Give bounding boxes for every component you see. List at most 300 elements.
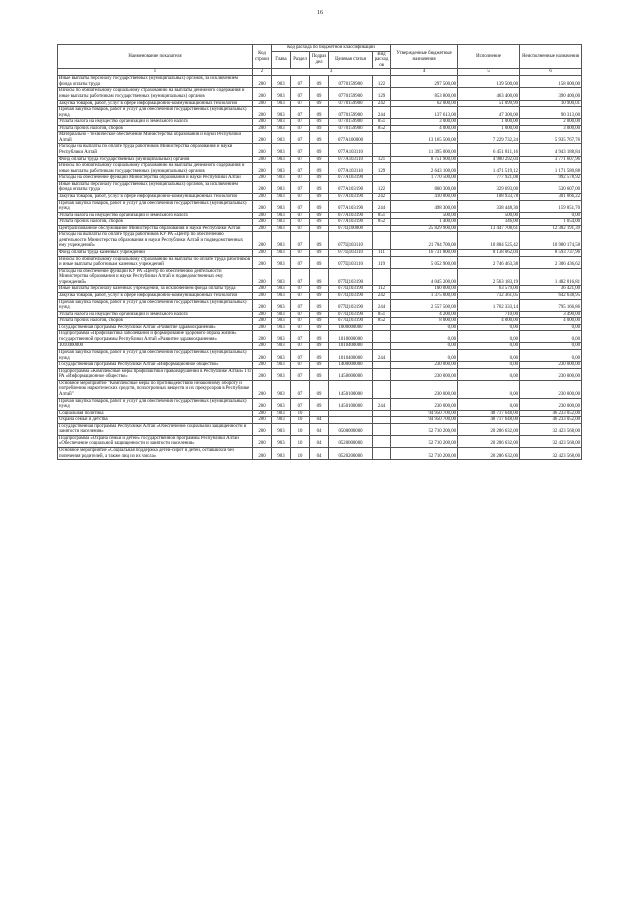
cell-razdel: 07 bbox=[291, 256, 310, 268]
cell-target-article: 0770159900 bbox=[329, 100, 373, 107]
header-executed: Исполнение bbox=[458, 45, 520, 69]
cell-name: Централизованное обслуживание Министерства образования и науки Республики Алтай bbox=[58, 225, 253, 232]
cell-name: Прочая закупка товаров, работ и услуг для обеспечения государственных (муниципальных) нужд bbox=[58, 299, 253, 311]
cell-podrazdel: 09 bbox=[310, 76, 329, 88]
cell-target-article: 077А103110 bbox=[329, 163, 373, 175]
header-name: Наименование показателя bbox=[58, 45, 253, 69]
cell-line-code: 200 bbox=[253, 212, 272, 219]
cell-expense-type: 851 bbox=[373, 119, 391, 126]
cell-executed: 63 579,00 bbox=[458, 286, 520, 293]
cell-executed: 710,00 bbox=[458, 311, 520, 318]
cell-line-code: 200 bbox=[253, 250, 272, 257]
cell-unexecuted: 46 233 052,00 bbox=[520, 410, 582, 417]
cell-target-article: 1450100000 bbox=[329, 380, 373, 398]
cell-unexecuted: 3 771 607,96 bbox=[520, 156, 582, 163]
cell-glava: 903 bbox=[272, 193, 291, 200]
cell-razdel: 07 bbox=[291, 107, 310, 119]
cell-line-code: 200 bbox=[253, 448, 272, 460]
cell-target-article: 077Ц103190 bbox=[329, 286, 373, 293]
cell-unexecuted: 0,00 bbox=[520, 331, 582, 343]
cell-target-article: 077А103110 bbox=[329, 144, 373, 156]
cell-name: Взносы по обязательному социальному страхованию на выплаты по оплате труда работников и иные выплаты работникам казенных учреждений bbox=[58, 256, 253, 268]
cell-expense-type bbox=[373, 132, 391, 144]
cell-expense-type: 122 bbox=[373, 76, 391, 88]
cell-unexecuted: 230 000,00 bbox=[520, 398, 582, 410]
cell-podrazdel: 04 bbox=[310, 435, 329, 447]
cell-expense-type: 242 bbox=[373, 100, 391, 107]
cell-expense-type: 851 bbox=[373, 311, 391, 318]
cell-podrazdel: 09 bbox=[310, 232, 329, 250]
cell-podrazdel: 09 bbox=[310, 144, 329, 156]
header-podrazdel: Подраздел bbox=[310, 51, 329, 69]
cell-executed: 1 471 519,12 bbox=[458, 163, 520, 175]
cell-unexecuted: 10 900,01 bbox=[520, 100, 582, 107]
cell-glava: 903 bbox=[272, 250, 291, 257]
cell-unexecuted: 2 000,00 bbox=[520, 119, 582, 126]
cell-line-code: 200 bbox=[253, 286, 272, 293]
cell-expense-type: 242 bbox=[373, 193, 391, 200]
budget-table bbox=[57, 44, 582, 460]
cell-approved: 3 000,00 bbox=[391, 119, 458, 126]
cell-expense-type: 852 bbox=[373, 318, 391, 325]
cell-line-code: 200 bbox=[253, 311, 272, 318]
cell-target-article: 077Ц103190 bbox=[329, 268, 373, 286]
page-number: 16 bbox=[317, 10, 323, 16]
cell-line-code: 200 bbox=[253, 398, 272, 410]
table-row bbox=[58, 435, 582, 447]
cell-razdel: 07 bbox=[291, 331, 310, 343]
cell-razdel: 07 bbox=[291, 292, 310, 299]
cell-glava: 903 bbox=[272, 107, 291, 119]
cell-target-article: 077А103190 bbox=[329, 175, 373, 182]
cell-unexecuted: 159 851,70 bbox=[520, 200, 582, 212]
cell-glava: 903 bbox=[272, 212, 291, 219]
cell-podrazdel: 09 bbox=[310, 299, 329, 311]
cell-executed: 0,00 bbox=[458, 343, 520, 350]
cell-approved: 4 045 200,00 bbox=[391, 268, 458, 286]
cell-unexecuted: 32 423 568,00 bbox=[520, 423, 582, 435]
cell-line-code: 200 bbox=[253, 324, 272, 331]
cell-executed: 0,00 bbox=[458, 324, 520, 331]
cell-razdel: 07 bbox=[291, 212, 310, 219]
cell-line-code: 200 bbox=[253, 423, 272, 435]
cell-expense-type bbox=[373, 448, 391, 460]
cell-razdel: 07 bbox=[291, 318, 310, 325]
cell-podrazdel: 04 bbox=[310, 423, 329, 435]
cell-target-article: 077А103190 bbox=[329, 212, 373, 219]
cell-unexecuted: 12 382 191,39 bbox=[520, 225, 582, 232]
cell-approved: 230 000,00 bbox=[391, 368, 458, 380]
cell-target-article: 077Ц103110 bbox=[329, 250, 373, 257]
cell-approved: 2 557 500,00 bbox=[391, 299, 458, 311]
cell-expense-type: 244 bbox=[373, 107, 391, 119]
cell-name: Закупка товаров, работ, услуг в сфере информационно-коммуникационных технологий bbox=[58, 292, 253, 299]
cell-line-code: 200 bbox=[253, 200, 272, 212]
table-row bbox=[58, 200, 582, 212]
cell-unexecuted: 795 166,86 bbox=[520, 299, 582, 311]
cell-unexecuted: 8 593 737,96 bbox=[520, 250, 582, 257]
cell-expense-type bbox=[373, 268, 391, 286]
cell-name: 1010400000 bbox=[58, 343, 253, 350]
cell-approved: 297 500,00 bbox=[391, 76, 458, 88]
cell-target-article: 077А103110 bbox=[329, 156, 373, 163]
cell-name: Расходы на обеспечение функций Министерства образования и науки Республики Алтай bbox=[58, 175, 253, 182]
cell-unexecuted: 3 000,00 bbox=[520, 125, 582, 132]
cell-expense-type bbox=[373, 380, 391, 398]
cell-podrazdel: 09 bbox=[310, 156, 329, 163]
cell-podrazdel: 09 bbox=[310, 311, 329, 318]
cell-podrazdel: 09 bbox=[310, 212, 329, 219]
cell-razdel: 07 bbox=[291, 350, 310, 362]
cell-glava: 903 bbox=[272, 163, 291, 175]
cell-razdel: 07 bbox=[291, 225, 310, 232]
cell-approved: 500,00 bbox=[391, 212, 458, 219]
cell-razdel: 07 bbox=[291, 144, 310, 156]
cell-name: Основное мероприятие "Комплексные меры по противодействию незаконному обороту и потреблению наркотических средств, психотропных веществ и их прекурсоров в Республике Алтай" bbox=[58, 380, 253, 398]
cell-line-code: 200 bbox=[253, 119, 272, 126]
cell-executed: 48 717 648,00 bbox=[458, 410, 520, 417]
cell-executed: 0,00 bbox=[458, 380, 520, 398]
cell-line-code: 200 bbox=[253, 362, 272, 369]
cell-name: Уплата прочих налогов, сборов bbox=[58, 318, 253, 325]
table-row bbox=[58, 119, 582, 126]
cell-expense-type bbox=[373, 331, 391, 343]
cell-approved: 8 751 900,00 bbox=[391, 156, 458, 163]
cell-podrazdel: 09 bbox=[310, 368, 329, 380]
cell-executed: 1 762 333,14 bbox=[458, 299, 520, 311]
cell-executed: 0,00 bbox=[458, 331, 520, 343]
cell-glava: 903 bbox=[272, 200, 291, 212]
cell-line-code: 200 bbox=[253, 299, 272, 311]
cell-approved: 498 300,00 bbox=[391, 200, 458, 212]
cell-approved: 4 200,00 bbox=[391, 311, 458, 318]
cell-podrazdel: 09 bbox=[310, 331, 329, 343]
cell-target-article: 1010400000 bbox=[329, 343, 373, 350]
cell-target-article: 0520000000 bbox=[329, 435, 373, 447]
cell-name: Закупка товаров, работ, услуг в сфере информационно-коммуникационных технологий bbox=[58, 193, 253, 200]
cell-line-code: 200 bbox=[253, 76, 272, 88]
table-row bbox=[58, 107, 582, 119]
table-row bbox=[58, 256, 582, 268]
cell-line-code: 200 bbox=[253, 193, 272, 200]
cell-name: Иные выплаты персоналу государственных (муниципальных) органов, за исключением фонда оплаты труда bbox=[58, 181, 253, 193]
cell-podrazdel: 09 bbox=[310, 286, 329, 293]
cell-name: Расходы на обеспечение функций КУ РА «Центр по обеспечению деятельности Министерства образования и науки Республики Алтай и подведомственных ему учреждений» bbox=[58, 268, 253, 286]
cell-name: Взносы по обязательному социальному страхованию на выплаты денежного содержания и иные выплаты работникам государственных (муниципальных) органов bbox=[58, 88, 253, 100]
cell-approved: 0,00 bbox=[391, 343, 458, 350]
cell-line-code: 200 bbox=[253, 156, 272, 163]
cell-unexecuted: 90 313,00 bbox=[520, 107, 582, 119]
cell-glava: 903 bbox=[272, 181, 291, 193]
cell-target-article: 1010000000 bbox=[329, 331, 373, 343]
cell-glava: 903 bbox=[272, 132, 291, 144]
cell-line-code: 200 bbox=[253, 256, 272, 268]
cell-target-article: 0770159900 bbox=[329, 107, 373, 119]
cell-name: Уплата прочих налогов, сборов bbox=[58, 125, 253, 132]
cell-approved: 853 800,00 bbox=[391, 88, 458, 100]
cell-expense-type: 121 bbox=[373, 156, 391, 163]
cell-razdel: 07 bbox=[291, 200, 310, 212]
table-row bbox=[58, 156, 582, 163]
cell-razdel: 10 bbox=[291, 423, 310, 435]
cell-podrazdel: 09 bbox=[310, 100, 329, 107]
table-row bbox=[58, 144, 582, 156]
cell-approved: 0,00 bbox=[391, 350, 458, 362]
cell-podrazdel: 09 bbox=[310, 225, 329, 232]
cell-glava: 903 bbox=[272, 125, 291, 132]
cell-line-code: 200 bbox=[253, 125, 272, 132]
cell-approved: 16 731 800,00 bbox=[391, 250, 458, 257]
cell-target-article: 1450100000 bbox=[329, 398, 373, 410]
cell-line-code: 200 bbox=[253, 380, 272, 398]
cell-podrazdel: 09 bbox=[310, 343, 329, 350]
cell-razdel: 07 bbox=[291, 132, 310, 144]
cell-glava: 903 bbox=[272, 175, 291, 182]
cell-razdel: 07 bbox=[291, 311, 310, 318]
table-row bbox=[58, 175, 582, 182]
cell-podrazdel: 09 bbox=[310, 318, 329, 325]
table-row bbox=[58, 76, 582, 88]
cell-approved: 100 000,00 bbox=[391, 286, 458, 293]
cell-approved: 52 710 200,00 bbox=[391, 435, 458, 447]
cell-name: Основное мероприятие «Социальная поддержка детей-сирот и детей, оставшихся без попечения родителей, а также лиц из их числа» bbox=[58, 448, 253, 460]
header-glava: Глава bbox=[272, 51, 291, 69]
cell-executed: 1 000,00 bbox=[458, 125, 520, 132]
cell-expense-type bbox=[373, 232, 391, 250]
cell-approved: 11 395 000,00 bbox=[391, 144, 458, 156]
cell-name: Государственная программа Республики Алтай «Обеспечение социальной защищенности и занятости населения» bbox=[58, 423, 253, 435]
cell-executed: 2 563 183,19 bbox=[458, 268, 520, 286]
header-classification: Код расхода по бюджетной классификации bbox=[272, 45, 391, 52]
cell-glava: 903 bbox=[272, 368, 291, 380]
cell-executed: 6 451 811,16 bbox=[458, 144, 520, 156]
cell-executed: 346,00 bbox=[458, 219, 520, 226]
cell-razdel: 07 bbox=[291, 380, 310, 398]
header-unexecuted: Неисполненные назначения bbox=[520, 45, 582, 69]
cell-approved: 25 829 900,00 bbox=[391, 225, 458, 232]
cell-name: Прочая закупка товаров, работ и услуг для обеспечения государственных (муниципальных) нужд bbox=[58, 200, 253, 212]
cell-unexecuted: 230 000,00 bbox=[520, 368, 582, 380]
cell-executed: 500,00 bbox=[458, 212, 520, 219]
table-row bbox=[58, 88, 582, 100]
table-row bbox=[58, 380, 582, 398]
cell-unexecuted: 3 490,00 bbox=[520, 311, 582, 318]
col-number-2: 2 bbox=[253, 69, 272, 76]
cell-glava: 903 bbox=[272, 225, 291, 232]
cell-target-article: 1000000000 bbox=[329, 324, 373, 331]
col-number-4: 4 bbox=[391, 69, 458, 76]
cell-razdel: 07 bbox=[291, 299, 310, 311]
cell-razdel: 07 bbox=[291, 268, 310, 286]
cell-expense-type: 244 bbox=[373, 350, 391, 362]
cell-expense-type: 112 bbox=[373, 286, 391, 293]
cell-approved: 62 000,00 bbox=[391, 100, 458, 107]
cell-glava: 903 bbox=[272, 324, 291, 331]
table-row bbox=[58, 350, 582, 362]
cell-glava: 903 bbox=[272, 398, 291, 410]
cell-expense-type: 111 bbox=[373, 250, 391, 257]
cell-line-code: 200 bbox=[253, 181, 272, 193]
cell-razdel: 07 bbox=[291, 88, 310, 100]
cell-expense-type bbox=[373, 435, 391, 447]
cell-approved: 2 643 100,00 bbox=[391, 163, 458, 175]
header-vid: Вид расходов bbox=[373, 51, 391, 69]
cell-expense-type: 244 bbox=[373, 398, 391, 410]
cell-target-article: 077А103190 bbox=[329, 200, 373, 212]
cell-approved: 52 710 200,00 bbox=[391, 448, 458, 460]
cell-glava: 903 bbox=[272, 144, 291, 156]
col-number-6: 6 bbox=[520, 69, 582, 76]
cell-target-article: 1450000000 bbox=[329, 368, 373, 380]
cell-line-code: 200 bbox=[253, 144, 272, 156]
cell-line-code: 200 bbox=[253, 175, 272, 182]
cell-line-code: 200 bbox=[253, 435, 272, 447]
cell-razdel: 07 bbox=[291, 250, 310, 257]
cell-razdel: 10 bbox=[291, 417, 310, 424]
table-body bbox=[58, 76, 582, 460]
cell-approved: 410 000,00 bbox=[391, 193, 458, 200]
cell-target-article: 0770159900 bbox=[329, 76, 373, 88]
cell-unexecuted: 0,00 bbox=[520, 343, 582, 350]
cell-name: Закупка товаров, работ, услуг в сфере информационно-коммуникационных технологий bbox=[58, 100, 253, 107]
cell-name: Государственная программа Республики Алтай «Развитие здравоохранения» bbox=[58, 324, 253, 331]
cell-name: Подпрограмма «Комплексные меры профилактики правонарушений в Республике Алтай» ГП РА «Информационное общество» bbox=[59, 368, 251, 380]
cell-razdel: 10 bbox=[291, 410, 310, 417]
cell-executed: 2 746 463,38 bbox=[458, 256, 520, 268]
cell-line-code: 200 bbox=[253, 132, 272, 144]
cell-podrazdel: 09 bbox=[310, 88, 329, 100]
cell-glava: 903 bbox=[272, 435, 291, 447]
cell-unexecuted: 1 171 580,88 bbox=[520, 163, 582, 175]
cell-approved: 8 000,00 bbox=[391, 318, 458, 325]
cell-unexecuted: 4 000,00 bbox=[520, 318, 582, 325]
cell-approved: 94 950 700,00 bbox=[391, 410, 458, 417]
cell-expense-type: 119 bbox=[373, 256, 391, 268]
cell-name: Прочая закупка товаров, работ и услуг для обеспечения государственных (муниципальных) нужд bbox=[58, 398, 253, 410]
cell-razdel: 07 bbox=[291, 398, 310, 410]
cell-executed: 10 884 525,42 bbox=[458, 232, 520, 250]
cell-expense-type: 244 bbox=[373, 299, 391, 311]
cell-executed: 1 000,00 bbox=[458, 119, 520, 126]
cell-target-article: 077А103190 bbox=[329, 181, 373, 193]
cell-expense-type: 851 bbox=[373, 212, 391, 219]
cell-podrazdel: 09 bbox=[310, 119, 329, 126]
cell-executed: 463 400,00 bbox=[458, 88, 520, 100]
cell-target-article: 077А100000 bbox=[329, 132, 373, 144]
cell-executed: 7 229 732,24 bbox=[458, 132, 520, 144]
cell-glava: 903 bbox=[272, 286, 291, 293]
table-row bbox=[58, 299, 582, 311]
cell-podrazdel: 04 bbox=[310, 448, 329, 460]
cell-approved: 1 400,00 bbox=[391, 219, 458, 226]
cell-name: Расходы на выплаты по оплате труда работников КУ РА «Центр по обеспечению деятельности Министерства образования и науки Республики Алтай и подведомственных ему учреждений» bbox=[58, 232, 253, 250]
cell-podrazdel: 09 bbox=[310, 250, 329, 257]
cell-razdel: 07 bbox=[291, 181, 310, 193]
cell-executed: 777 921,08 bbox=[458, 175, 520, 182]
cell-executed: 4 980 292,04 bbox=[458, 156, 520, 163]
cell-glava: 903 bbox=[272, 299, 291, 311]
cell-name: Взносы по обязательному социальному страхованию на выплаты денежного содержания и иные выплаты работникам государственных (муниципальных) органов bbox=[58, 163, 253, 175]
cell-executed: 13 447 708,61 bbox=[458, 225, 520, 232]
table-row bbox=[58, 448, 582, 460]
cell-razdel: 07 bbox=[291, 193, 310, 200]
cell-target-article: 077Ц103190 bbox=[329, 318, 373, 325]
cell-unexecuted: 32 423 568,00 bbox=[520, 448, 582, 460]
cell-target-article: 077Ц103190 bbox=[329, 299, 373, 311]
cell-approved: 1 375 000,00 bbox=[391, 292, 458, 299]
cell-approved: 4 000,00 bbox=[391, 125, 458, 132]
cell-podrazdel: 04 bbox=[310, 417, 329, 424]
cell-razdel: 07 bbox=[291, 76, 310, 88]
cell-unexecuted: 230 000,00 bbox=[520, 380, 582, 398]
cell-razdel: 07 bbox=[291, 368, 310, 380]
cell-line-code: 200 bbox=[253, 225, 272, 232]
cell-approved: 5 052 900,00 bbox=[391, 256, 458, 268]
cell-approved: 230 000,00 bbox=[391, 380, 458, 398]
cell-line-code: 200 bbox=[253, 268, 272, 286]
cell-unexecuted: 10 900 174,58 bbox=[520, 232, 582, 250]
table-header bbox=[58, 45, 582, 76]
cell-razdel: 07 bbox=[291, 119, 310, 126]
cell-name: Иные выплаты персоналу государственных (муниципальных) органов, за исключением фонда оплаты труда bbox=[58, 76, 253, 88]
cell-expense-type: 244 bbox=[373, 200, 391, 212]
cell-unexecuted: 642 638,95 bbox=[520, 292, 582, 299]
cell-approved: 13 165 500,00 bbox=[391, 132, 458, 144]
cell-name: Подпрограмма «Профилактика заболеваний и формирование здорового образа жизни» государственной программы Республики Алтай «Развитие здравоохранения» bbox=[58, 331, 253, 343]
cell-approved: 137 613,00 bbox=[391, 107, 458, 119]
cell-target-article: 077А103190 bbox=[329, 219, 373, 226]
cell-unexecuted: 4 943 188,84 bbox=[520, 144, 582, 156]
table-row bbox=[58, 232, 582, 250]
cell-approved: 230 000,00 bbox=[391, 362, 458, 369]
cell-line-code: 200 bbox=[253, 318, 272, 325]
cell-glava: 903 bbox=[272, 318, 291, 325]
cell-executed: 108 933,78 bbox=[458, 193, 520, 200]
cell-unexecuted: 0,00 bbox=[520, 324, 582, 331]
cell-name: Материально - техническое обеспечение Министерства образования и науки Республики Алтай bbox=[58, 132, 253, 144]
cell-podrazdel: 09 bbox=[310, 200, 329, 212]
cell-name: Уплата налога на имущество организаций и земельного налога bbox=[58, 212, 253, 219]
cell-razdel: 10 bbox=[291, 435, 310, 447]
cell-unexecuted: 530 607,00 bbox=[520, 181, 582, 193]
cell-executed: 0,00 bbox=[458, 350, 520, 362]
cell-target-article: 0520200000 bbox=[329, 448, 373, 460]
cell-line-code: 200 bbox=[253, 292, 272, 299]
cell-expense-type: 122 bbox=[373, 181, 391, 193]
table-row bbox=[58, 163, 582, 175]
cell-line-code: 200 bbox=[253, 343, 272, 350]
cell-expense-type: 129 bbox=[373, 88, 391, 100]
header-cel: Целевая статья bbox=[329, 51, 373, 69]
table-row bbox=[58, 398, 582, 410]
table-row bbox=[58, 193, 582, 200]
cell-podrazdel: 09 bbox=[310, 324, 329, 331]
cell-unexecuted: 32 423 568,00 bbox=[520, 435, 582, 447]
cell-target-article: 077Ц103110 bbox=[329, 256, 373, 268]
cell-razdel: 07 bbox=[291, 343, 310, 350]
cell-razdel: 10 bbox=[291, 448, 310, 460]
cell-executed: 732 361,05 bbox=[458, 292, 520, 299]
cell-approved: 21 784 700,00 bbox=[391, 232, 458, 250]
cell-name: Подпрограмма «Охрана семьи и детей» государственной программы Республики Алтай «Обеспечение социальной защищенности и занятости населения» bbox=[58, 435, 253, 447]
cell-razdel: 07 bbox=[291, 100, 310, 107]
cell-unexecuted: 1 482 016,81 bbox=[520, 268, 582, 286]
cell-target-article: 0770159900 bbox=[329, 119, 373, 126]
cell-razdel: 07 bbox=[291, 232, 310, 250]
cell-glava: 903 bbox=[272, 76, 291, 88]
cell-glava: 903 bbox=[272, 268, 291, 286]
cell-glava: 903 bbox=[272, 232, 291, 250]
